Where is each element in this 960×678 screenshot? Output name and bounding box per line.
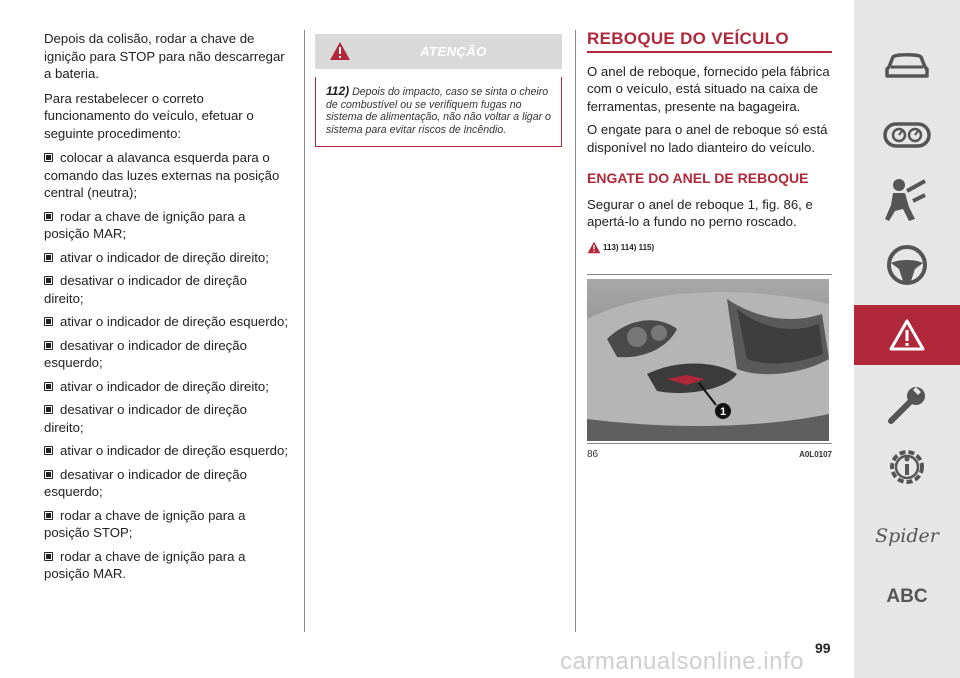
procedure-list: [44, 149, 289, 583]
sidebar-item-car[interactable]: [854, 42, 960, 88]
warning-note: [315, 77, 562, 147]
note-text: Depois do impacto, caso se sinta o cheiro de combustível ou se verifiquem fugas no sistema de alimentação, não não voltar a ligar o sistema para evitar riscos de incêndio.: [326, 86, 551, 136]
bullet-box-icon: [44, 276, 53, 285]
sidebar-item-emergency[interactable]: [854, 305, 960, 365]
bullet-box-icon: [44, 317, 53, 326]
sidebar-item-spider[interactable]: Spider: [875, 525, 939, 547]
body-paragraph: O anel de reboque, fornecido pela fábrica com o veículo, está situado na caixa de ferramentas, presente na bagageira.: [587, 63, 830, 114]
column-divider: [304, 30, 305, 632]
bullet-box-icon: [44, 212, 53, 221]
sidebar-item-steering[interactable]: [854, 240, 960, 290]
car-front-image: [587, 279, 829, 441]
bullet-box-icon: [44, 470, 53, 479]
bullet-box-icon: [44, 511, 53, 520]
list-item: desativar o indicador de direção direito;: [44, 402, 247, 435]
list-item: desativar o indicador de direção esquerdo;: [44, 466, 247, 499]
sidebar-item-safety[interactable]: [854, 175, 960, 225]
sidebar-item-dashboard[interactable]: [854, 112, 960, 158]
body-paragraph: O engate para o anel de reboque só está disponível no lado dianteiro do veículo.: [587, 122, 828, 155]
list-item: ativar o indicador de direção direito;: [44, 378, 289, 396]
steering-wheel-icon: [885, 243, 929, 287]
wrench-icon: [885, 383, 929, 427]
chapter-sidebar: [854, 0, 960, 678]
bullet-box-icon: [44, 153, 53, 162]
info-gear-icon: [885, 445, 929, 489]
left-column: [44, 30, 289, 589]
note-number: 112): [326, 84, 350, 98]
right-column: [587, 30, 832, 464]
list-item: rodar a chave de ignição para a posição MAR.: [44, 548, 246, 581]
car-icon: [883, 49, 931, 81]
section-heading: REBOQUE DO VEÍCULO: [587, 30, 832, 53]
warning-icon: [889, 319, 925, 351]
list-item: desativar o indicador de direção esquerdo;: [44, 337, 247, 370]
bullet-box-icon: [44, 405, 53, 414]
intro-paragraph: Para restabelecer o correto funcionamento do veículo, efetuar o seguinte procedimento:: [44, 90, 254, 141]
reference-numbers: 113) 114) 115): [603, 242, 655, 252]
bullet-box-icon: [44, 552, 53, 561]
figure-number: 86: [587, 449, 599, 460]
warning-header: [315, 34, 562, 69]
figure-code: A0L0107: [799, 450, 832, 459]
figure-caption: [587, 443, 832, 464]
figure-top-rule: [587, 274, 832, 275]
dashboard-icon: [882, 120, 932, 150]
bullet-box-icon: [44, 446, 53, 455]
figure-callout: 1: [719, 406, 727, 418]
warning-title: ATENÇÃO: [420, 44, 487, 59]
sidebar-item-index[interactable]: ABC: [886, 586, 928, 607]
intro-paragraph: Depois da colisão, rodar a chave de ignição para STOP para não descarregar a bateria.: [44, 31, 285, 81]
list-item: rodar a chave de ignição para a posição MAR;: [44, 208, 246, 241]
list-item: colocar a alavanca esquerda para o comando das luzes externas na posição central (neutra);: [44, 150, 280, 200]
sidebar-item-maintenance[interactable]: [854, 378, 960, 432]
car-front-figure: [587, 279, 829, 441]
list-item: ativar o indicador de direção direito;: [44, 249, 289, 267]
bullet-box-icon: [44, 341, 53, 350]
subsection-heading: ENGATE DO ANEL DE REBOQUE: [587, 170, 809, 186]
warning-triangle-icon: [587, 241, 601, 254]
body-paragraph: Segurar o anel de reboque 1, fig. 86, e apertá-lo a fundo no perno roscado.: [587, 196, 813, 229]
bullet-box-icon: [44, 382, 53, 391]
warning-references: [587, 239, 832, 257]
column-divider: [575, 30, 576, 632]
list-item: rodar a chave de ignição para a posição STOP;: [44, 507, 246, 540]
bullet-box-icon: [44, 253, 53, 262]
page-number: 99: [815, 640, 831, 656]
watermark: carmanualsonline.info: [560, 648, 804, 675]
list-item: ativar o indicador de direção esquerdo;: [44, 442, 289, 460]
safety-icon: [885, 177, 929, 223]
sidebar-item-technical-data[interactable]: [854, 440, 960, 494]
list-item: desativar o indicador de direção direito;: [44, 273, 247, 306]
warning-box: [315, 34, 562, 147]
list-item: ativar o indicador de direção esquerdo;: [44, 313, 289, 331]
